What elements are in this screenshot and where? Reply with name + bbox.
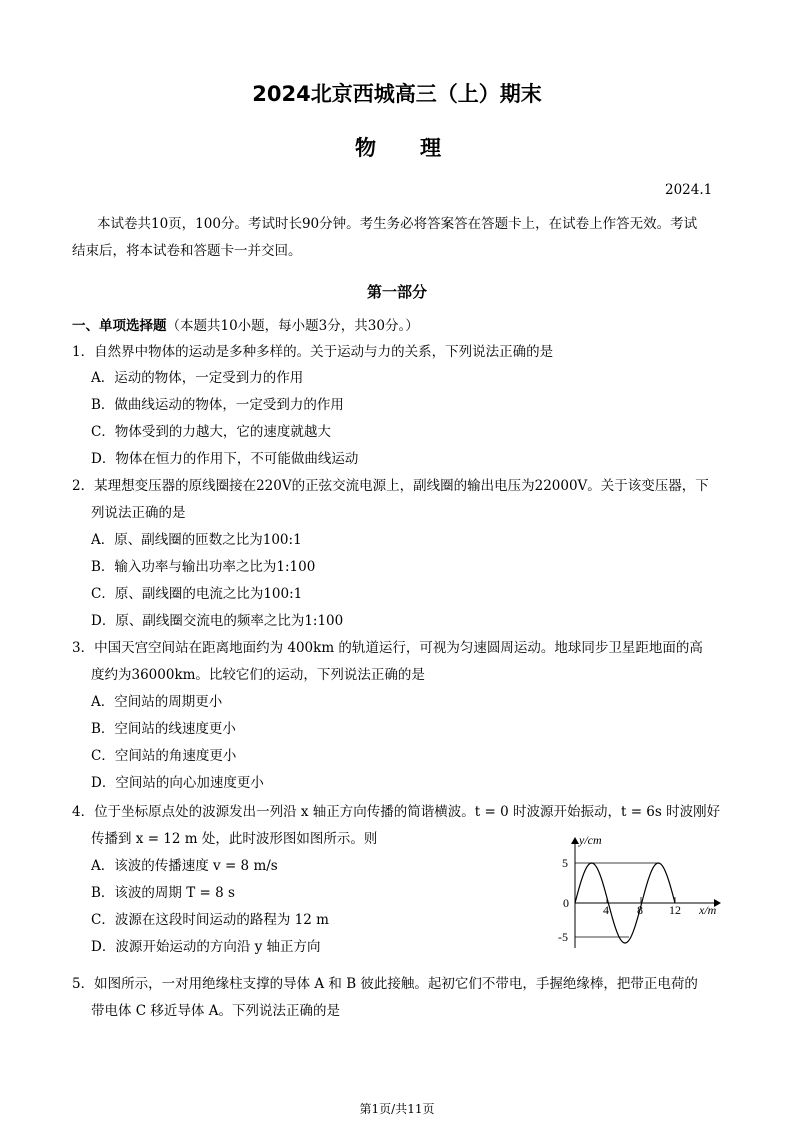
question-stem: 1．自然界中物体的运动是多种多样的。关于运动与力的关系，下列说法正确的是 [72,344,554,360]
x-tick-label: 8 [637,903,643,917]
question-stem: 2．某理想变压器的原线圈接在220V的正弦交流电源上，副线圈的输出电压为22000V。关于该变压器，下 [72,478,709,494]
wave-graph [555,830,735,955]
question-stem-cont: 带电体 C 移近导体 A。下列说法正确的是 [91,1003,340,1019]
page-footer: 第1页/共11页 [359,1102,435,1116]
y-tick-label: 5 [562,856,568,870]
option: C．物体受到的力越大，它的速度就越大 [91,424,331,440]
question-stem: 4．位于坐标原点处的波源发出一列沿 x 轴正方向传播的简谐横波。t = 0 时波源开始振动，t = 6s 时波刚好 [72,804,721,820]
y-axis-label: y/cm [579,833,602,847]
option: C．原、副线圈的电流之比为100:1 [91,586,303,602]
question-stem-cont: 度约为36000km。比较它们的运动，下列说法正确的是 [91,667,425,683]
part-title: 第一部分 [366,283,427,301]
y-tick-label: -5 [558,930,568,944]
x-tick-label: 4 [603,903,609,917]
exam-date: 2024.1 [665,182,713,198]
option: D．原、副线圈交流电的频率之比为1:100 [91,613,344,629]
option: A．该波的传播速度 v = 8 m/s [91,858,278,874]
section-heading [72,318,419,334]
option: B．空间站的线速度更小 [91,721,236,737]
origin-label: 0 [563,896,569,910]
section-note: （本题共10小题，每小题3分，共30分。） [166,318,419,334]
x-tick-label: 12 [669,903,681,917]
option: A．空间站的周期更小 [91,694,223,710]
question-stem: 3．中国天宫空间站在距离地面约为 400km 的轨道运行，可视为匀速圆周运动。地球同步卫星距地面的高 [72,640,703,656]
subject-title: 物理 [355,136,485,160]
question-stem-cont: 列说法正确的是 [91,505,186,521]
instructions-line-2: 结束后，将本试卷和答题卡一并交回。 [72,243,302,259]
instructions-line-1: 本试卷共10页，100分。考试时长90分钟。考生务必将答案答在答题卡上，在试卷上作答无效。考试 [97,216,698,232]
x-axis-label: x/m [699,903,717,917]
option: B．输入功率与输出功率之比为1:100 [91,559,316,575]
section-label: 一、单项选择题 [72,318,167,334]
option: D．物体在恒力的作用下，不可能做曲线运动 [91,451,359,467]
option: C．波源在这段时间运动的路程为 12 m [91,912,329,928]
option: D．波源开始运动的方向沿 y 轴正方向 [91,939,321,955]
option: B．做曲线运动的物体，一定受到力的作用 [91,397,344,413]
option: D．空间站的向心加速度更小 [91,775,264,791]
question-stem-cont: 传播到 x = 12 m 处，此时波形图如图所示。则 [91,831,378,847]
exam-title: 2024北京西城高三（上）期末 [252,82,542,106]
option: C．空间站的角速度更小 [91,748,237,764]
option: B．该波的周期 T = 8 s [91,885,235,901]
option: A．运动的物体，一定受到力的作用 [91,370,304,386]
option: A．原、副线圈的匝数之比为100:1 [91,532,302,548]
question-stem: 5．如图所示，一对用绝缘柱支撑的导体 A 和 B 彼此接触。起初它们不带电，手握绝缘棒，把带正电荷的 [72,976,698,992]
